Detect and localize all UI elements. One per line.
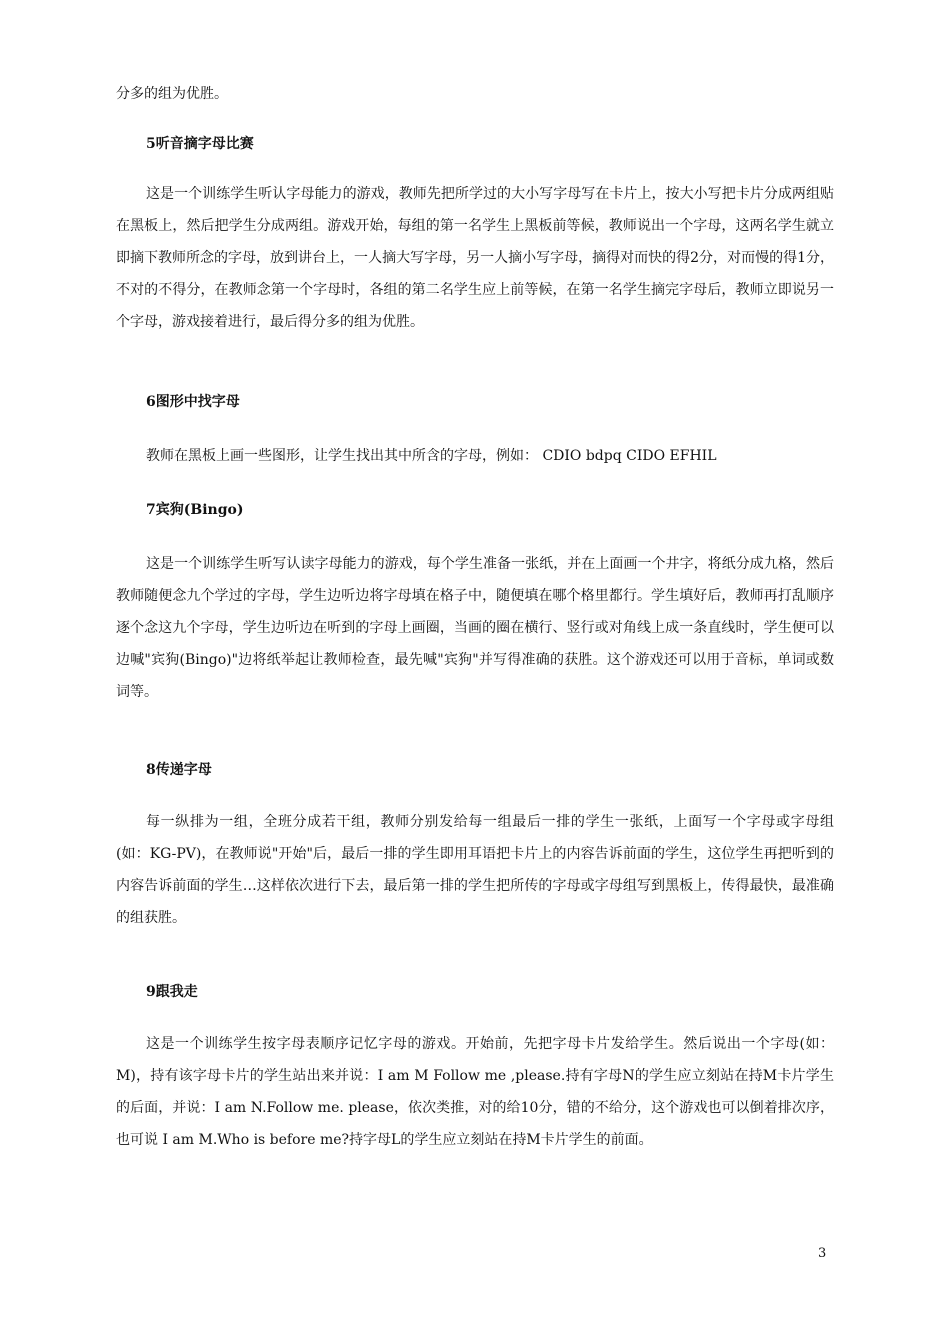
section-8-body: 每一纵排为一组，全班分成若干组，教师分别发给每一组最后一排的学生一张纸，上面写一个字母或字母组(如：KG-PV)，在教师说"开始"后，最后一排的学生即用耳语把卡片上的内容告诉前面的学生，这位学生再把听到的内容告诉前面的学生…这样依次进行下去，最后第一排的学生把所传的字母或字母组写到黑板上，传得最快，最准确的组获胜。 bbox=[116, 814, 834, 926]
section-5-body: 这是一个训练学生听认字母能力的游戏，教师先把所学过的大小写字母写在卡片上，按大小写把卡片分成两组贴在黑板上，然后把学生分成两组。游戏开始，每组的第一名学生上黑板前等候，教师说出一个字母，这两名学生就立即摘下教师所念的字母，放到讲台上，一人摘大写字母，另一人摘小写字母，摘得对而快的得2分，对而慢的得1分，不对的不得分，在教师念第一个字母时，各组的第二名学生应上前等候，在第一名学生摘完字母后，教师立即说另一个字母，游戏接着进行，最后得分多的组为优胜。 bbox=[116, 186, 834, 330]
section-9-body: 这是一个训练学生按字母表顺序记忆字母的游戏。开始前，先把字母卡片发给学生。然后说出一个字母(如：M)，持有该字母卡片的学生站出来并说：I am M Follow me ,please.持有字母N的学生应立刻站在持M卡片学生的后面，并说：I am N.Follow me. please，依次类推，对的给10分，错的不给分，这个游戏也可以倒着排次序，也可说 I am M.Who is before me?持字母L的学生应立刻站在持M卡片学生的前面。 bbox=[116, 1036, 834, 1148]
section-7-heading: 7宾狗(Bingo) bbox=[146, 502, 244, 518]
section-6-heading: 6图形中找字母 bbox=[146, 394, 240, 410]
section-8-heading: 8传递字母 bbox=[146, 762, 212, 778]
section-6-body: 教师在黑板上画一些图形，让学生找出其中所含的字母，例如： CDIO bdpq CIDO EFHIL bbox=[146, 448, 717, 464]
section-9-heading: 9跟我走 bbox=[146, 984, 198, 1000]
page-number: 3 bbox=[818, 1246, 827, 1261]
section-7-body: 这是一个训练学生听写认读字母能力的游戏，每个学生准备一张纸，并在上面画一个井字，将纸分成九格，然后教师随便念九个学过的字母，学生边听边将字母填在格子中，随便填在哪个格里都行。学生填好后，教师再打乱顺序逐个念这九个字母，学生边听边在听到的字母上画圈，当画的圈在横行、竖行或对角线上成一条直线时，学生便可以边喊"宾狗(Bingo)"边将纸举起让教师检查，最先喊"宾狗"并写得准确的获胜。这个游戏还可以用于音标，单词或数词等。 bbox=[116, 556, 834, 700]
section-5-heading: 5听音摘字母比赛 bbox=[146, 136, 254, 152]
intro-tail-paragraph: 分多的组为优胜。 bbox=[116, 86, 228, 102]
